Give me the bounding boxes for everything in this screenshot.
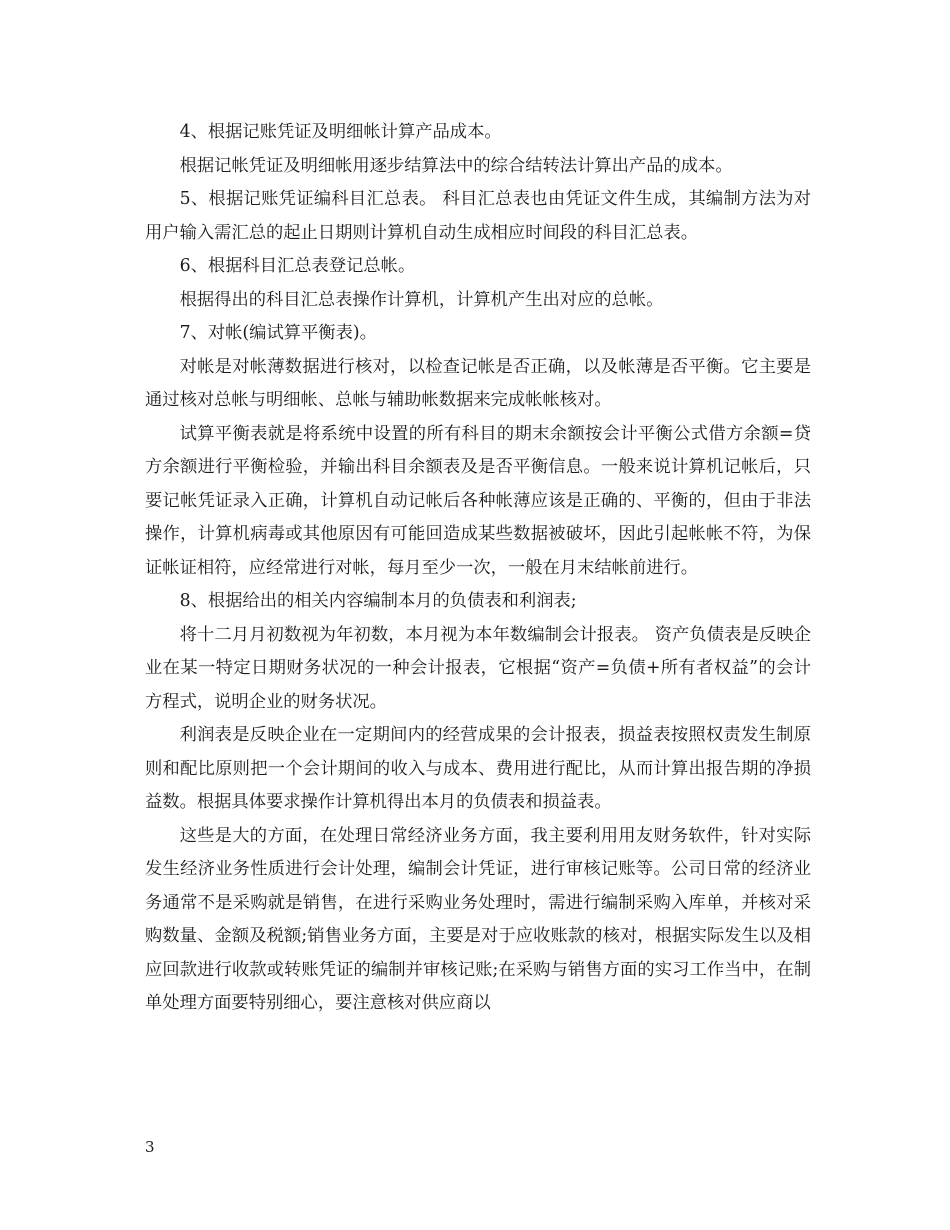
paragraph-daily-business: 这些是大的方面，在处理日常经济业务方面，我主要利用用友财务软件，针对实际发生经济业务性质进行会计处理，编制会计凭证，进行审核记账等。公司日常的经济业务通常不是采购就是销售，在进行采购业务处理时，需进行编制采购入库单，并核对采购数量、金额及税额;销售业务方面，主要是对于应收账款的核对，根据实际发生以及相应回款进行收款或转账凭证的编制并审核记账;在采购与销售方面的实习工作当中，在制单处理方面要特别细心，要注意核对供应商以	[145, 825, 811, 1013]
paragraph-step7-heading: 7、对帐(编试算平衡表)。	[179, 323, 377, 343]
paragraph-income-statement: 利润表是反映企业在一定期间内的经营成果的会计报表，损益表按照权责发生制原则和配比原则把一个会计期间的收入与成本、费用进行配比，从而计算出报告期的净损益数。根据具体要求操作计算机得出本月的负债表和损益表。	[145, 725, 811, 812]
paragraph-step6-heading: 6、根据科目汇总表登记总帐。	[179, 256, 416, 276]
paragraph-step4-heading: 4、根据记账凭证及明细帐计算产品成本。	[179, 122, 502, 142]
paragraph-reconciliation: 对帐是对帐薄数据进行核对，以检查记帐是否正确，以及帐薄是否平衡。它主要是通过核对总帐与明细帐、总帐与辅助帐数据来完成帐帐核对。	[145, 356, 811, 410]
paragraph-balance-sheet: 将十二月月初数视为年初数，本月视为本年数编制会计报表。 资产负债表是反映企业在某一特定日期财务状况的一种会计报表，它根据“资产=负债+所有者权益”的会计方程式，说明企业的财务状况。	[145, 624, 811, 712]
paragraph-step5: 5、根据记账凭证编科目汇总表。 科目汇总表也由凭证文件生成，其编制方法为对用户输入需汇总的起止日期则计算机自动生成相应时间段的科目汇总表。	[145, 189, 811, 243]
paragraph-step8-heading: 8、根据给出的相关内容编制本月的负债表和利润表;	[179, 591, 577, 611]
paragraph-step6-body: 根据得出的科目汇总表操作计算机，计算机产生出对应的总帐。	[179, 289, 664, 310]
document-body	[145, 116, 811, 1021]
page-number: 3	[145, 1138, 155, 1156]
paragraph-trial-balance: 试算平衡表就是将系统中设置的所有科目的期末余额按会计平衡公式借方余额=贷方余额进行平衡检验，并输出科目余额表及是否平衡信息。一般来说计算机记帐后，只要记帐凭证录入正确，计算机自动记帐后各种帐薄应该是正确的、平衡的，但由于非法操作，计算机病毒或其他原因有可能回造成某些数据被破坏，因此引起帐帐不符，为保证帐证相符，应经常进行对帐，每月至少一次，一般在月末结帐前进行。	[145, 423, 811, 578]
paragraph-step4-body: 根据记帐凭证及明细帐用逐步结算法中的综合结转法计算出产品的成本。	[179, 155, 733, 176]
